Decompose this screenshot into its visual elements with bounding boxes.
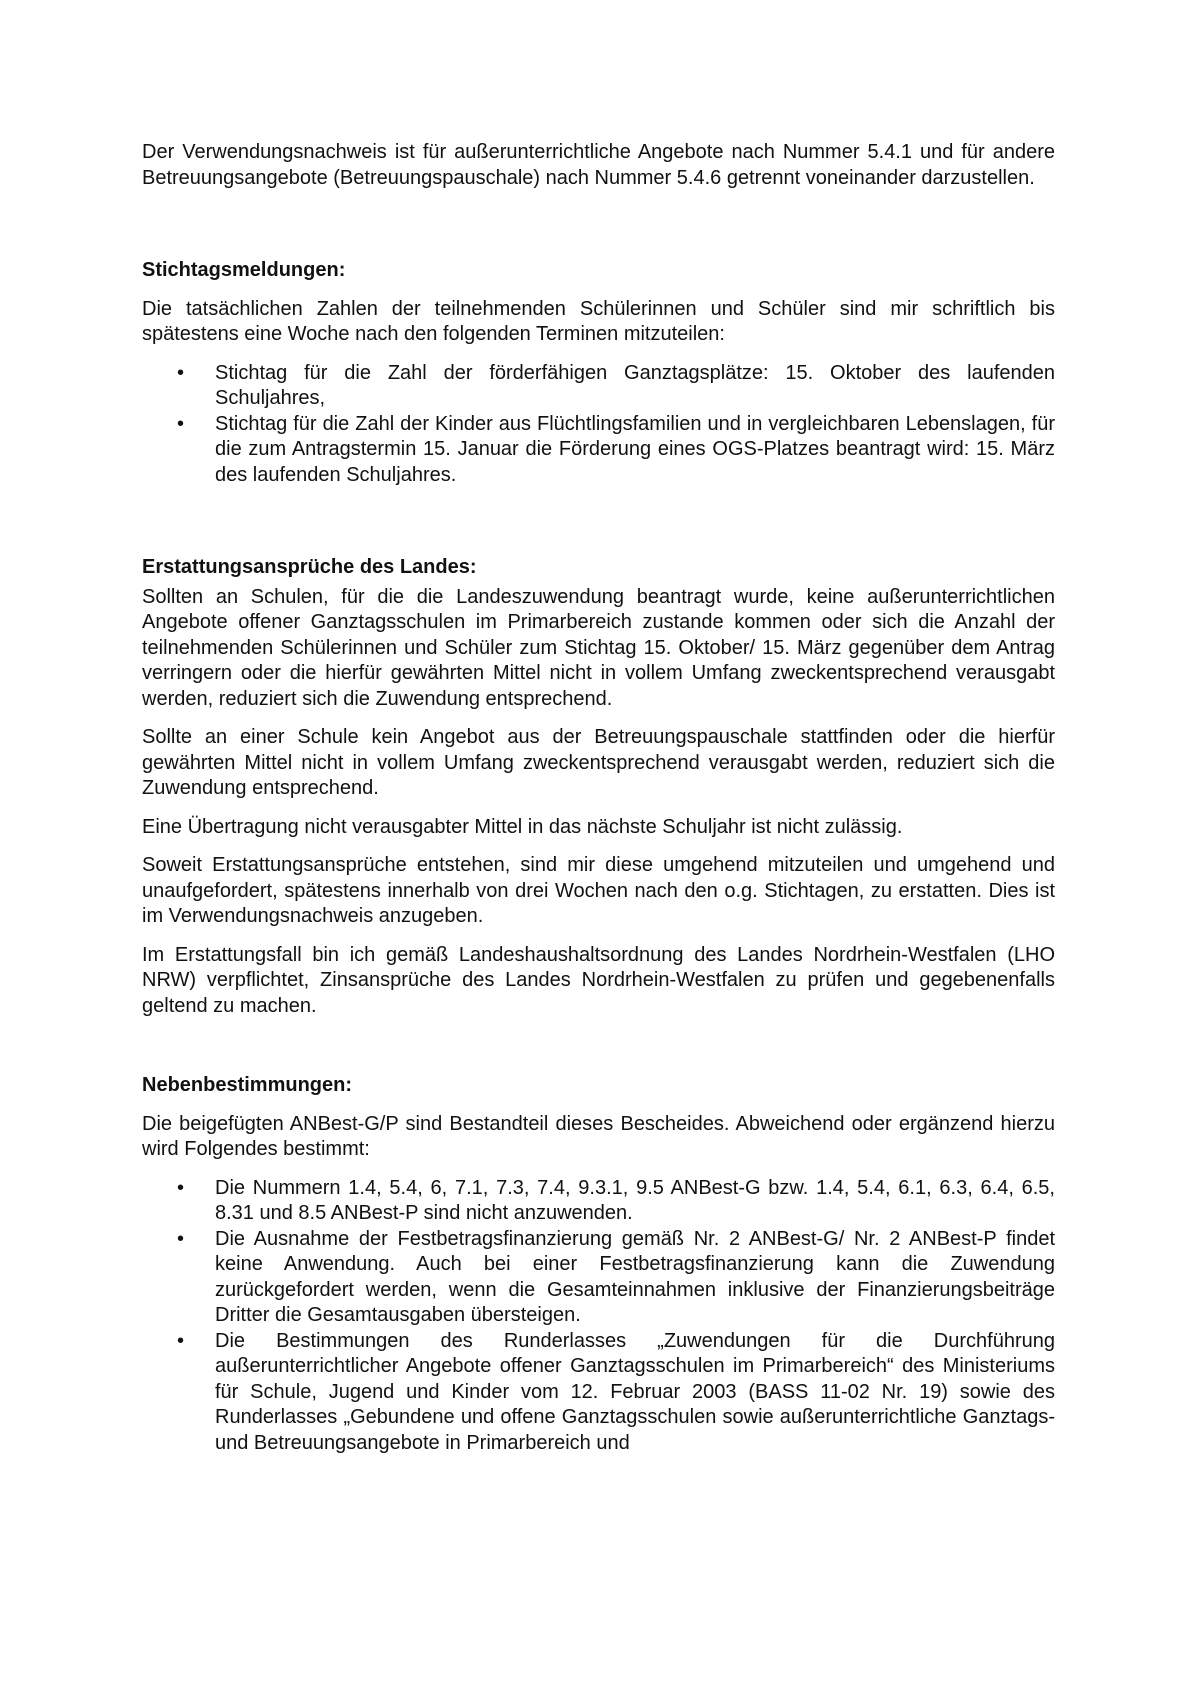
paragraph: Eine Übertragung nicht verausgabter Mittel in das nächste Schuljahr ist nicht zulässig. [142, 815, 903, 838]
bullet-icon: • [177, 1227, 185, 1250]
section-heading: Erstattungsansprüche des Landes: [142, 556, 477, 578]
list-item: • Die Ausnahme der Festbetragsfinanzierung gemäß Nr. 2 ANBest-G/ Nr. 2 ANBest-P findet keine Anwendung. Auch bei einer Festbetragsfinanzierung kann die Zuwendung zurückgefordert werden, wenn die Gesamteinnahmen inklusive der Finanzierungsbeiträge Dritter die Gesamtausgaben übersteigen. [177, 1227, 1055, 1326]
paragraph: Soweit Erstattungsansprüche entstehen, sind mir diese umgehend mitzuteilen und umgehend und unaufgefordert, spätestens innerhalb von drei Wochen nach den o.g. Stichtagen, zu erstatten. Dies ist im Verwendungsnachweis anzugeben. [142, 854, 1055, 927]
list-item: • Die Bestimmungen des Runderlasses „Zuwendungen für die Durchführung außerunterrichtlicher Angebote offener Ganztagsschulen im Primarbereich“ des Ministeriums für Schule, Jugend und Kinder vom 12. Februar 2003 (BASS 11-02 Nr. 19) sowie des Runderlasses „Gebundene und offene Ganztagsschulen sowie außerunterrichtliche Ganztags- und Betreuungsangebote in Primarbereich und [177, 1329, 1055, 1454]
section-heading: Stichtagsmeldungen: [142, 259, 346, 281]
section-heading: Nebenbestimmungen: [142, 1074, 353, 1096]
bullet-icon: • [177, 361, 185, 384]
paragraph: Die tatsächlichen Zahlen der teilnehmenden Schülerinnen und Schüler sind mir schriftlich bis spätestens eine Woche nach den folgenden Terminen mitzuteilen: [142, 297, 1055, 345]
bullet-list [142, 361, 1055, 489]
list-item: • Die Nummern 1.4, 5.4, 6, 7.1, 7.3, 7.4, 9.3.1, 9.5 ANBest-G bzw. 1.4, 5.4, 6.1, 6.3, 6.4, 6.5, 8.31 und 8.5 ANBest-P sind nicht anzuwenden. [177, 1176, 1055, 1224]
section-erstattungsansprueche [142, 555, 1055, 1019]
paragraph: Die beigefügten ANBest-G/P sind Bestandteil dieses Bescheides. Abweichend oder ergänzend hierzu wird Folgendes bestimmt: [142, 1112, 1055, 1160]
paragraph: Sollten an Schulen, für die die Landeszuwendung beantragt wurde, keine außerunterrichtlichen Angebote offener Ganztagsschulen im Primarbereich zustande kommen oder sich die Anzahl der teilnehmenden Schülerinnen und Schüler zum Stichtag 15. Oktober/ 15. März gegenüber dem Antrag verringern oder die hierfür gewährten Mittel nicht in vollem Umfang zweckentsprechend verausgabt werden, reduziert sich die Zuwendung entsprechend. [142, 585, 1055, 710]
intro-paragraph: Der Verwendungsnachweis ist für außerunterrichtliche Angebote nach Nummer 5.4.1 und für andere Betreuungsangebote (Betreuungspauschale) nach Nummer 5.4.6 getrennt voneinander darzustellen. [142, 141, 1055, 189]
list-item: • Stichtag für die Zahl der Kinder aus Flüchtlingsfamilien und in vergleichbaren Lebenslagen, für die zum Antragstermin 15. Januar die Förderung eines OGS-Platzes beantragt wird: 15. März des laufenden Schuljahres. [177, 412, 1055, 486]
bullet-list [142, 1176, 1055, 1457]
paragraph: Im Erstattungsfall bin ich gemäß Landeshaushaltsordnung des Landes Nordrhein-Westfalen (LHO NRW) verpflichtet, Zinsansprüche des Landes Nordrhein-Westfalen zu prüfen und gegebenenfalls geltend zu machen. [142, 943, 1055, 1017]
bullet-icon: • [177, 1329, 185, 1352]
section-stichtagsmeldungen [142, 258, 1055, 488]
bullet-icon: • [177, 1176, 185, 1199]
paragraph: Sollte an einer Schule kein Angebot aus der Betreuungspauschale stattfinden oder die hierfür gewährten Mittel nicht in vollem Umfang zweckentsprechend verausgabt werden, reduziert sich die Zuwendung entsprechend. [142, 726, 1055, 799]
list-item: • Stichtag für die Zahl der förderfähigen Ganztagsplätze: 15. Oktober des laufenden Schuljahres, [177, 361, 1055, 409]
bullet-icon: • [177, 412, 185, 435]
section-nebenbestimmungen [142, 1073, 1055, 1456]
